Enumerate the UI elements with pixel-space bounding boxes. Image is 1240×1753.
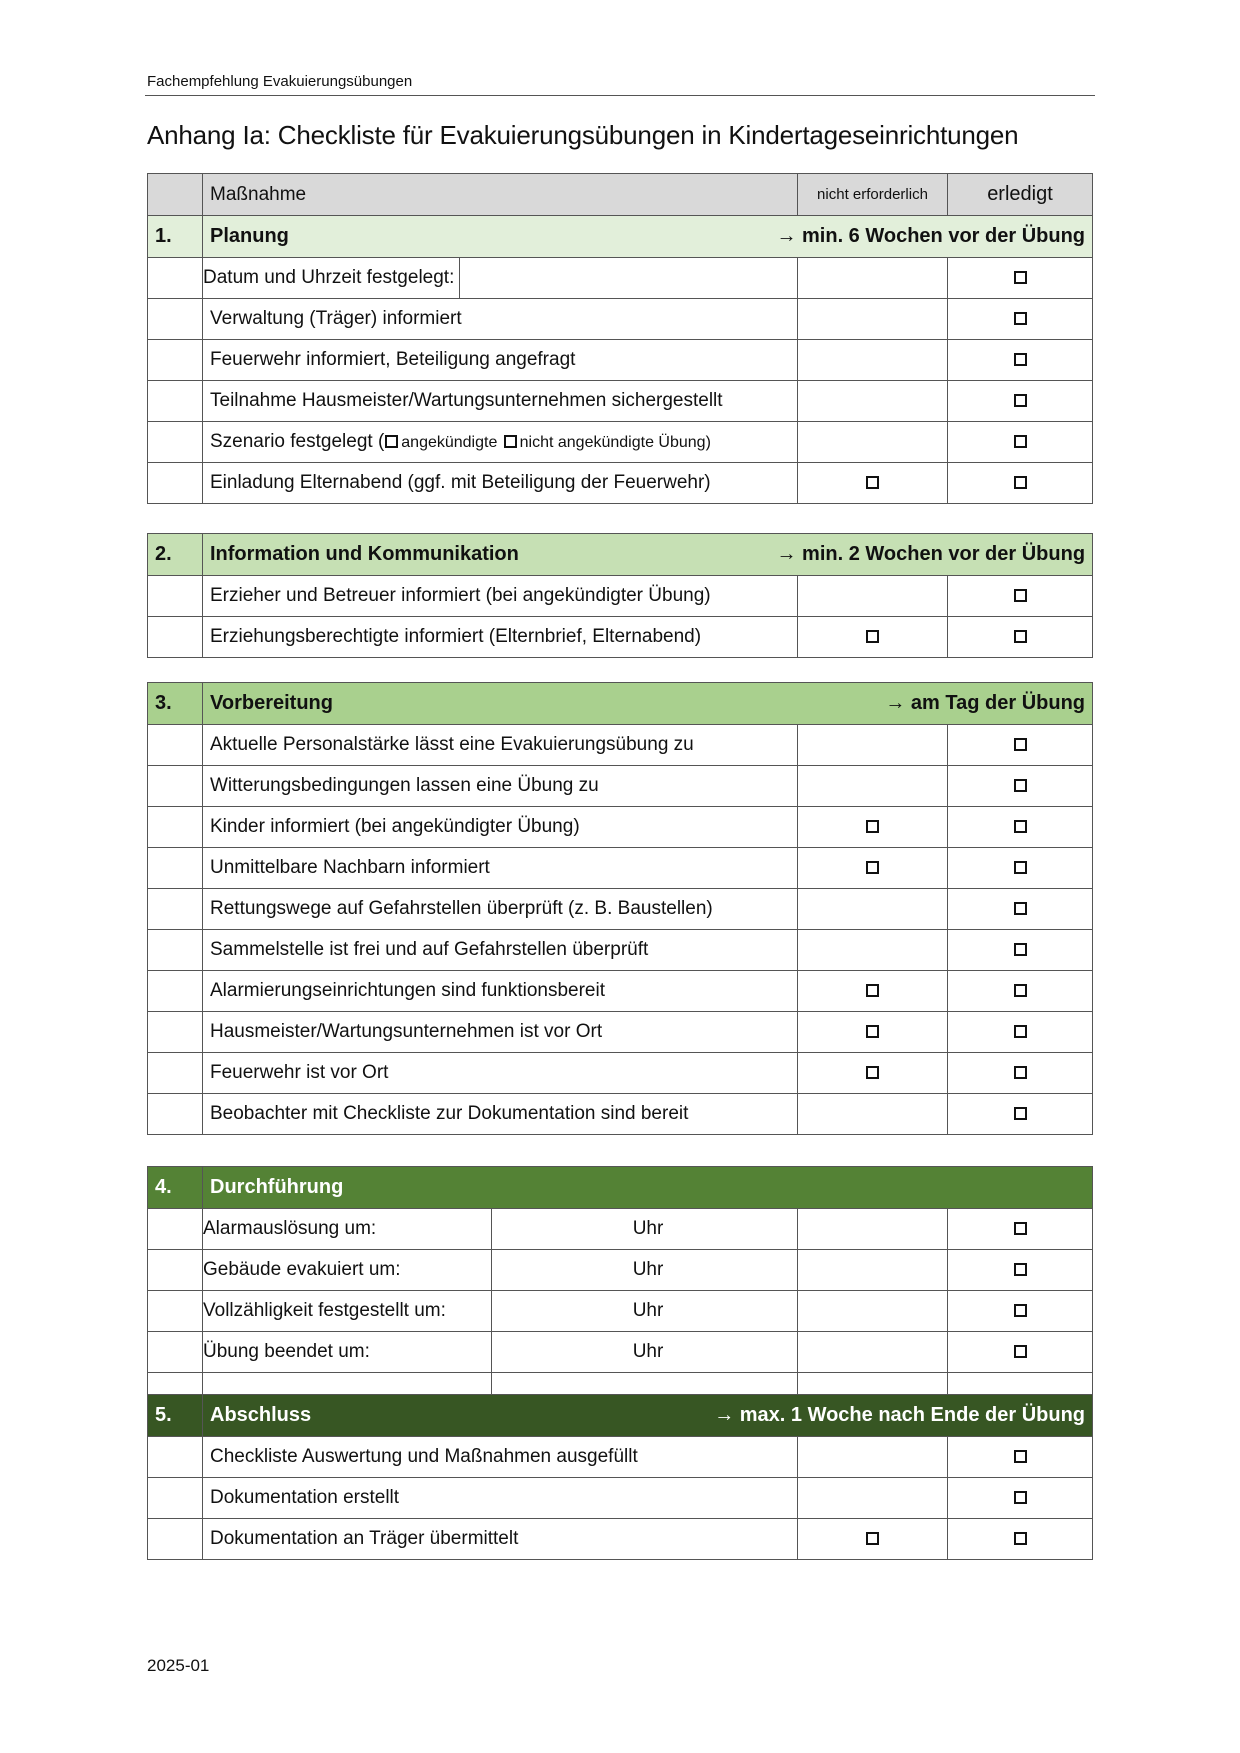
section-number: 3. — [148, 683, 203, 725]
time-unit: Uhr — [632, 1300, 664, 1321]
page-title: Anhang Ia: Checkliste für Evakuierungsübungen in Kindertageseinrichtungen — [147, 120, 1019, 150]
done-checkbox[interactable] — [1014, 943, 1027, 956]
table-row — [148, 340, 1093, 381]
row-label: Erziehungsberechtigte informiert (Elternbrief, Elternabend) — [203, 617, 798, 658]
column-header-row — [148, 174, 1093, 216]
section-4-5-table — [147, 1166, 1093, 1560]
section-deadline: → max. 1 Woche nach Ende der Übung — [714, 1404, 1085, 1426]
not-required-checkbox[interactable] — [866, 1025, 879, 1038]
table-row — [148, 1332, 1093, 1373]
table-row — [148, 258, 1093, 299]
not-required-cell — [798, 1291, 948, 1332]
done-checkbox[interactable] — [1014, 779, 1027, 792]
unannounced-label: nicht angekündigte Übung) — [519, 434, 711, 451]
row-label: Kinder informiert (bei angekündigter Übung) — [203, 807, 798, 848]
date-time-input[interactable] — [459, 258, 798, 298]
not-required-cell — [798, 1250, 948, 1291]
not-required-cell — [798, 1209, 948, 1250]
table-row — [148, 576, 1093, 617]
time-unit: Uhr — [632, 1341, 664, 1362]
done-checkbox[interactable] — [1014, 476, 1027, 489]
row-label: Beobachter mit Checkliste zur Dokumentation sind bereit — [203, 1094, 798, 1135]
not-required-cell — [798, 725, 948, 766]
not-required-cell — [798, 340, 948, 381]
row-label: Feuerwehr ist vor Ort — [203, 1053, 798, 1094]
table-row — [148, 971, 1093, 1012]
table-row — [148, 807, 1093, 848]
spacer-row — [148, 1373, 1093, 1395]
time-unit: Uhr — [632, 1218, 664, 1239]
not-required-cell — [798, 766, 948, 807]
table-row — [148, 889, 1093, 930]
time-input[interactable] — [491, 1209, 798, 1249]
table-row — [148, 1053, 1093, 1094]
section-deadline: → min. 2 Wochen vor der Übung — [776, 543, 1086, 565]
not-required-checkbox[interactable] — [866, 861, 879, 874]
running-header: Fachempfehlung Evakuierungsübungen — [147, 73, 413, 90]
not-required-cell — [798, 1332, 948, 1373]
row-label: Teilnahme Hausmeister/Wartungsunternehmen sichergestellt — [203, 381, 798, 422]
done-checkbox[interactable] — [1014, 1532, 1027, 1545]
done-checkbox[interactable] — [1014, 820, 1027, 833]
not-required-cell — [798, 258, 948, 299]
not-required-checkbox[interactable] — [866, 1066, 879, 1079]
row-label: Witterungsbedingungen lassen eine Übung zu — [203, 766, 798, 807]
table-row — [148, 1478, 1093, 1519]
column-header-done: erledigt — [948, 174, 1093, 216]
row-label: Rettungswege auf Gefahrstellen überprüft (z. B. Baustellen) — [203, 889, 798, 930]
done-checkbox[interactable] — [1014, 1025, 1027, 1038]
section-title: Durchführung — [210, 1176, 344, 1198]
time-input[interactable] — [491, 1250, 798, 1290]
row-label: Unmittelbare Nachbarn informiert — [203, 848, 798, 889]
table-row — [148, 1012, 1093, 1053]
not-required-checkbox[interactable] — [866, 984, 879, 997]
table-row — [148, 617, 1093, 658]
row-label: Einladung Elternabend (ggf. mit Beteiligung der Feuerwehr) — [203, 463, 798, 504]
table-row — [148, 1437, 1093, 1478]
done-checkbox[interactable] — [1014, 1491, 1027, 1504]
done-checkbox[interactable] — [1014, 1345, 1027, 1358]
column-header-not-required: nicht erforderlich — [798, 174, 948, 216]
section-title: Information und Kommunikation — [210, 543, 519, 565]
column-header-num — [148, 174, 203, 216]
done-checkbox[interactable] — [1014, 738, 1027, 751]
section-number: 4. — [148, 1167, 203, 1209]
section-header-planung — [148, 216, 1093, 258]
not-required-cell — [798, 299, 948, 340]
table-row — [148, 725, 1093, 766]
header-rule — [145, 95, 1095, 96]
table-row — [148, 1250, 1093, 1291]
table-row — [148, 930, 1093, 971]
announced-label: angekündigte — [401, 434, 498, 451]
table-row — [148, 1094, 1093, 1135]
section-3-table — [147, 682, 1093, 1135]
done-checkbox[interactable] — [1014, 1222, 1027, 1235]
not-required-cell — [798, 1094, 948, 1135]
table-row — [148, 848, 1093, 889]
row-label: Hausmeister/Wartungsunternehmen ist vor Ort — [203, 1012, 798, 1053]
done-checkbox[interactable] — [1014, 630, 1027, 643]
section-2-table — [147, 533, 1093, 658]
row-label: Vollzähligkeit festgestellt um: — [203, 1300, 446, 1321]
time-unit: Uhr — [632, 1259, 664, 1280]
section-title: Planung — [210, 225, 289, 247]
table-row — [148, 1519, 1093, 1560]
row-label: Feuerwehr informiert, Beteiligung angefragt — [203, 340, 798, 381]
table-row — [148, 1291, 1093, 1332]
done-checkbox[interactable] — [1014, 312, 1027, 325]
row-label: Alarmauslösung um: — [203, 1218, 377, 1239]
done-checkbox[interactable] — [1014, 984, 1027, 997]
table-row — [148, 1209, 1093, 1250]
done-checkbox[interactable] — [1014, 589, 1027, 602]
section-number: 5. — [148, 1395, 203, 1437]
done-checkbox[interactable] — [1014, 353, 1027, 366]
done-checkbox[interactable] — [1014, 271, 1027, 284]
not-required-cell — [798, 889, 948, 930]
done-checkbox[interactable] — [1014, 861, 1027, 874]
row-label: Übung beendet um: — [203, 1341, 370, 1362]
not-required-cell — [798, 576, 948, 617]
column-header-measure: Maßnahme — [203, 174, 798, 216]
done-checkbox[interactable] — [1014, 1066, 1027, 1079]
footer-version: 2025-01 — [147, 1656, 210, 1675]
table-row — [148, 381, 1093, 422]
done-checkbox[interactable] — [1014, 1450, 1027, 1463]
row-label-scenario — [203, 422, 798, 463]
row-label: Erzieher und Betreuer informiert (bei angekündigter Übung) — [203, 576, 798, 617]
row-label: Aktuelle Personalstärke lässt eine Evakuierungsübung zu — [203, 725, 798, 766]
scenario-label: Szenario festgelegt ( — [210, 431, 385, 452]
done-checkbox[interactable] — [1014, 902, 1027, 915]
not-required-cell — [798, 422, 948, 463]
section-deadline: → min. 6 Wochen vor der Übung — [776, 225, 1085, 247]
time-input[interactable] — [491, 1332, 798, 1372]
section-deadline: → am Tag der Übung — [885, 692, 1086, 714]
section-header-durchfuehrung — [148, 1167, 1093, 1209]
row-label: Alarmierungseinrichtungen sind funktionsbereit — [203, 971, 798, 1012]
row-label: Dokumentation erstellt — [203, 1478, 798, 1519]
row-label: Verwaltung (Träger) informiert — [203, 299, 798, 340]
not-required-cell — [798, 930, 948, 971]
not-required-checkbox[interactable] — [866, 820, 879, 833]
row-label: Dokumentation an Träger übermittelt — [203, 1519, 798, 1560]
announced-checkbox[interactable] — [385, 435, 398, 448]
not-required-cell — [798, 381, 948, 422]
section-title: Vorbereitung — [210, 692, 333, 714]
section-header-vorbereitung — [148, 683, 1093, 725]
time-input[interactable] — [491, 1291, 798, 1331]
unannounced-checkbox[interactable] — [504, 435, 517, 448]
not-required-checkbox[interactable] — [866, 476, 879, 489]
section-number: 1. — [148, 216, 203, 258]
not-required-cell — [798, 1437, 948, 1478]
not-required-checkbox[interactable] — [866, 1532, 879, 1545]
table-row — [148, 766, 1093, 807]
row-label: Checkliste Auswertung und Maßnahmen ausgefüllt — [203, 1437, 798, 1478]
done-checkbox[interactable] — [1014, 394, 1027, 407]
section-number: 2. — [148, 534, 203, 576]
section-header-information — [148, 534, 1093, 576]
done-checkbox[interactable] — [1014, 1304, 1027, 1317]
table-row — [148, 299, 1093, 340]
table-row — [148, 463, 1093, 504]
not-required-cell — [798, 1478, 948, 1519]
section-header-abschluss — [148, 1395, 1093, 1437]
done-checkbox[interactable] — [1014, 435, 1027, 448]
done-checkbox[interactable] — [1014, 1263, 1027, 1276]
row-label: Datum und Uhrzeit festgelegt: — [203, 267, 455, 288]
section-title: Abschluss — [210, 1404, 312, 1426]
section-1-table — [147, 173, 1093, 504]
done-checkbox[interactable] — [1014, 1107, 1027, 1120]
table-row — [148, 422, 1093, 463]
not-required-checkbox[interactable] — [866, 630, 879, 643]
row-label: Gebäude evakuiert um: — [203, 1259, 401, 1280]
row-label: Sammelstelle ist frei und auf Gefahrstellen überprüft — [203, 930, 798, 971]
